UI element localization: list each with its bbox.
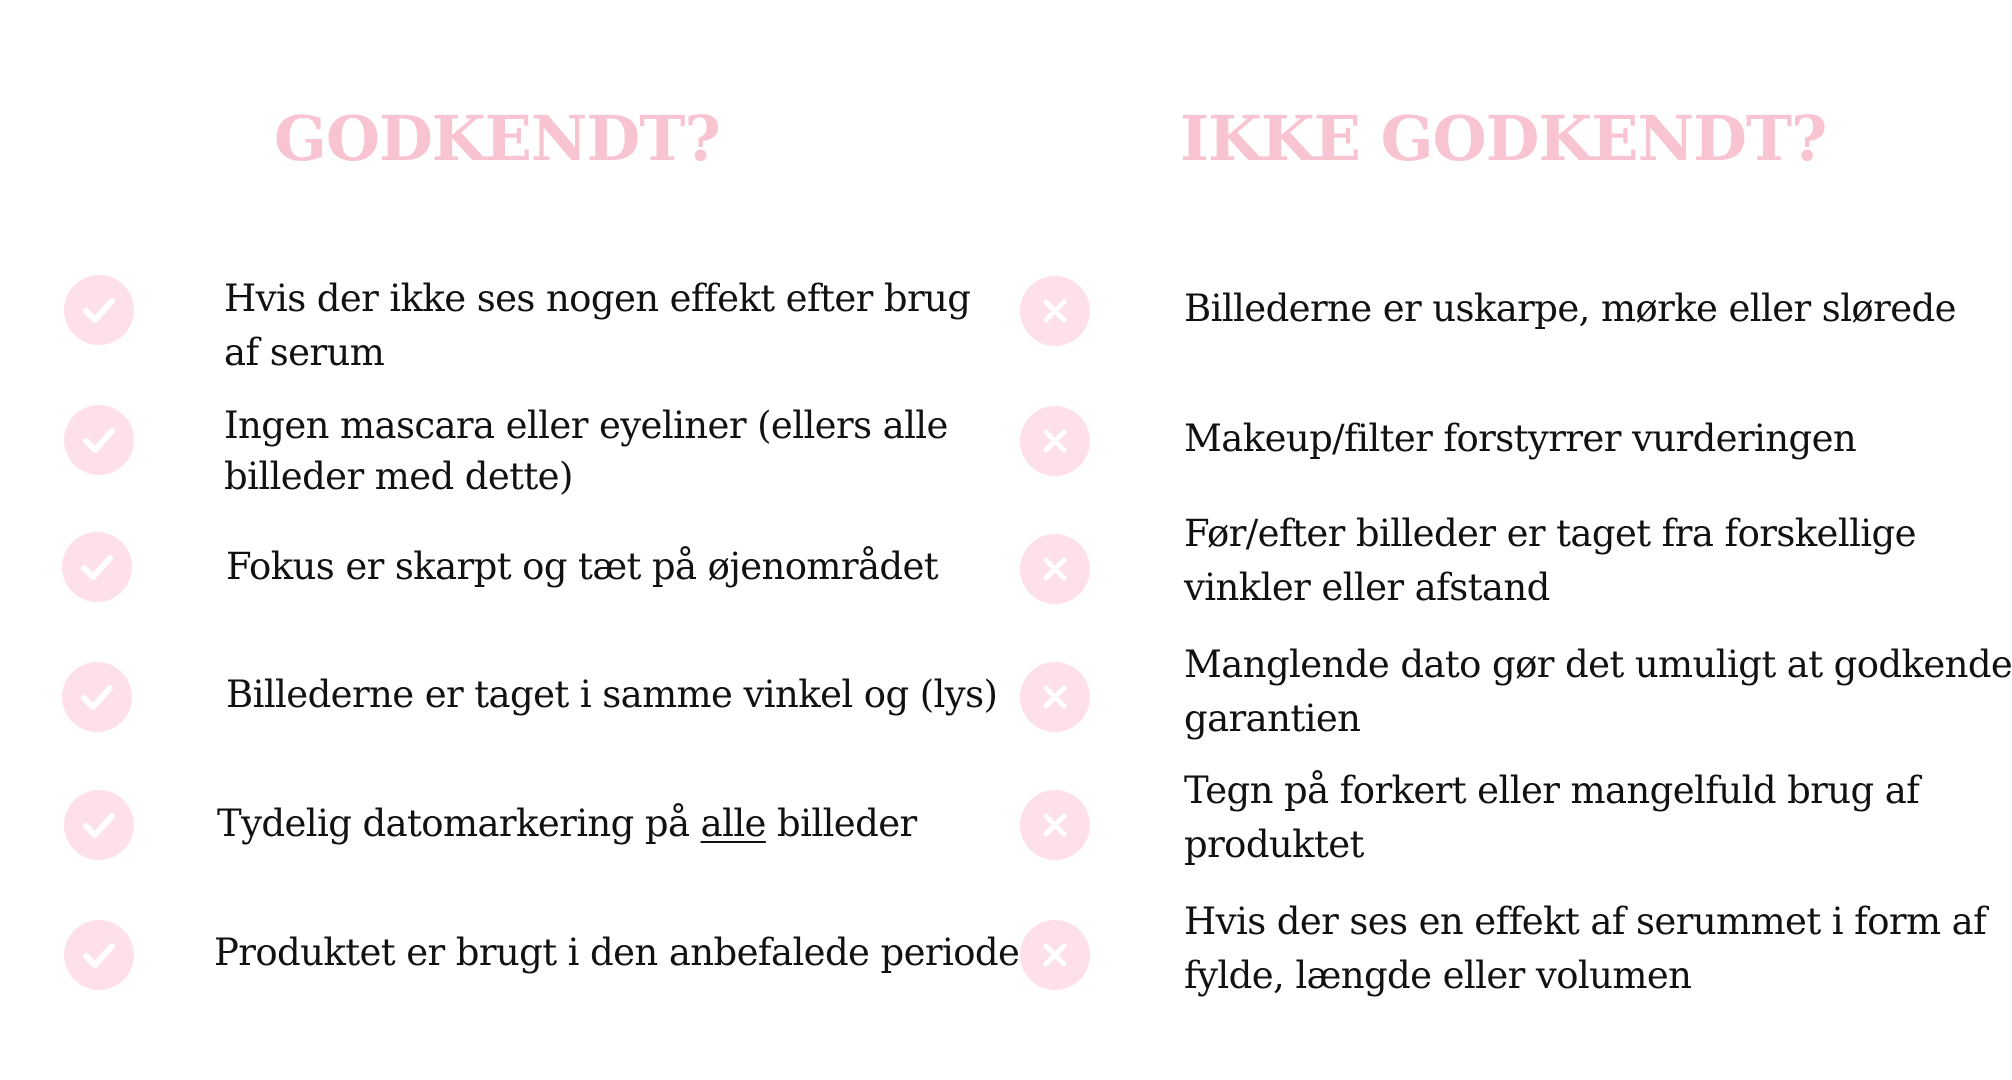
not-approved-item-text: Billederne er uskarpe, mørke eller slørede: [1184, 287, 1956, 330]
check-icon: [64, 920, 134, 990]
not-approved-item: [1020, 406, 1856, 476]
not-approved-item: [1020, 900, 1987, 1003]
not-approved-item-text: Tegn på forkert eller mangelfuld brug af produktet: [1184, 769, 1920, 866]
approved-item: [64, 920, 1019, 990]
approved-item: [62, 662, 997, 732]
x-icon: [1020, 920, 1090, 990]
check-icon: [62, 532, 132, 602]
approved-item-text: Billederne er taget i samme vinkel og (lys): [226, 673, 998, 716]
not-approved-item: [1020, 512, 1916, 615]
approved-item: [64, 275, 970, 380]
x-icon: [1020, 406, 1090, 476]
check-icon: [64, 275, 134, 345]
approved-item-text: Tydelig datomarkering på alle billeder: [217, 802, 917, 845]
not-approved-item-text: Manglende dato gør det umuligt at godkende garantien: [1184, 643, 2012, 740]
check-icon: [62, 662, 132, 732]
x-icon: [1020, 662, 1090, 732]
approved-item-text: Fokus er skarpt og tæt på øjenområdet: [226, 545, 939, 588]
approved-item: [64, 405, 948, 502]
heading-not-approved: IKKE GODKENDT?: [1180, 102, 1827, 175]
approved-item-text: Produktet er brugt i den anbefalede periode: [214, 931, 1020, 974]
not-approved-item: [1020, 769, 1920, 872]
check-icon: [64, 405, 134, 475]
approved-item: [64, 790, 917, 860]
check-icon: [64, 790, 134, 860]
emphasis-all: alle: [700, 802, 766, 845]
approved-item-text: Ingen mascara eller eyeliner (ellers alle billeder med dette): [224, 404, 948, 498]
x-icon: [1020, 790, 1090, 860]
not-approved-item-text: Makeup/filter forstyrrer vurderingen: [1184, 417, 1857, 460]
heading-approved: GODKENDT?: [274, 102, 720, 175]
x-icon: [1020, 276, 1090, 346]
approved-item-text: Hvis der ikke ses nogen effekt efter brug af serum: [224, 277, 971, 374]
approved-item: [62, 532, 938, 602]
not-approved-item-text: Hvis der ses en effekt af serummet i form af fylde, længde eller volumen: [1184, 900, 1987, 997]
not-approved-item: [1020, 643, 2012, 746]
not-approved-item-text: Før/efter billeder er taget fra forskellige vinkler eller afstand: [1184, 512, 1916, 609]
x-icon: [1020, 534, 1090, 604]
not-approved-item: [1020, 276, 1956, 346]
